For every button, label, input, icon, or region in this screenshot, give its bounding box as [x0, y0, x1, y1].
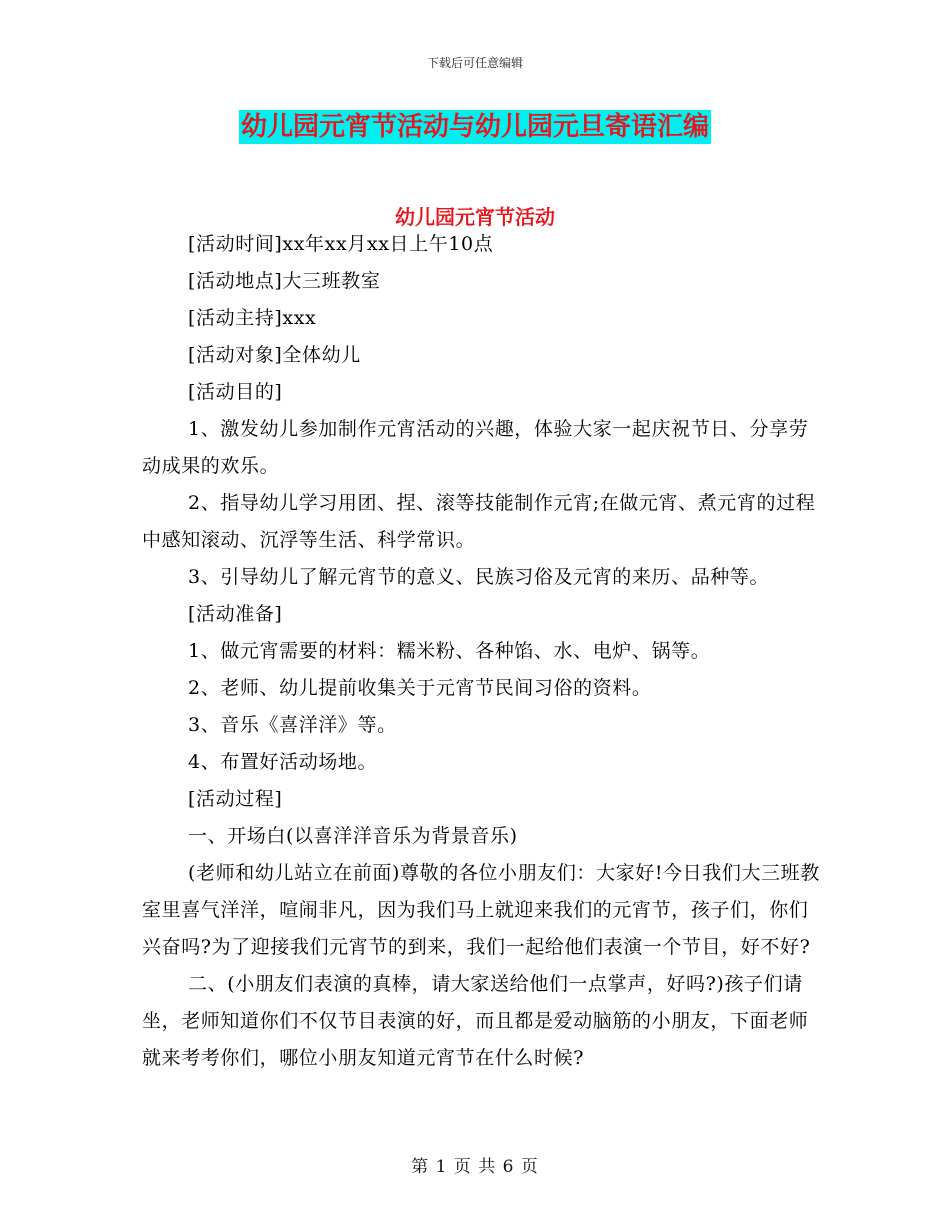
- section-title: 幼儿园元宵节活动: [395, 205, 555, 229]
- paragraph-goal-1: 1、激发幼儿参加制作元宵活动的兴趣，体验大家一起庆祝节日、分享劳动成果的欢乐。: [142, 418, 809, 477]
- document-title: [0, 110, 950, 144]
- document-body: [142, 226, 822, 1077]
- paragraph-process-greeting: (老师和幼儿站立在前面)尊敬的各位小朋友们：大家好!今日我们大三班教室里喜气洋洋，喧闹非凡，因为我们马上就迎来我们的元宵节，孩子们，你们兴奋吗?为了迎接我们元宵节的到来，我们一起给他们表演一个节目，好不好?: [142, 862, 820, 958]
- page-footer: 第 1 页 共 6 页: [411, 1157, 539, 1177]
- paragraph-activity-time: [活动时间]xx年xx月xx日上午10点: [188, 233, 494, 255]
- page-header-note: 下载后可任意编辑: [426, 56, 523, 70]
- paragraph-activity-goals-heading: [活动目的]: [188, 381, 283, 403]
- paragraph-activity-location: [活动地点]大三班教室: [188, 270, 381, 292]
- document-title-text: 幼儿园元宵节活动与幼儿园元旦寄语汇编: [240, 112, 709, 142]
- paragraph-process-opening: 一、开场白(以喜洋洋音乐为背景音乐): [188, 825, 518, 847]
- paragraph-process-heading: [活动过程]: [188, 788, 283, 810]
- paragraph-goal-2: 2、指导幼儿学习用团、捏、滚等技能制作元宵;在做元宵、煮元宵的过程中感知滚动、沉浮等生活、科学常识。: [142, 492, 816, 551]
- paragraph-preparation-2: 2、老师、幼儿提前收集关于元宵节民间习俗的资料。: [188, 677, 652, 699]
- paragraph-process-step-2: 二、(小朋友们表演的真棒，请大家送给他们一点掌声，好吗?)孩子们请坐，老师知道你们不仅节目表演的好，而且都是爱动脑筋的小朋友，下面老师就来考考你们，哪位小朋友知道元宵节在什么时候?: [142, 973, 809, 1069]
- paragraph-goal-3: 3、引导幼儿了解元宵节的意义、民族习俗及元宵的来历、品种等。: [188, 566, 770, 588]
- paragraph-activity-audience: [活动对象]全体幼儿: [188, 344, 361, 366]
- paragraph-activity-host: [活动主持]xxx: [188, 307, 317, 329]
- paragraph-preparation-heading: [活动准备]: [188, 603, 283, 625]
- paragraph-preparation-3: 3、音乐《喜洋洋》等。: [188, 714, 397, 736]
- paragraph-preparation-4: 4、布置好活动场地。: [188, 751, 378, 773]
- paragraph-preparation-1: 1、做元宵需要的材料：糯米粉、各种馅、水、电炉、锅等。: [188, 640, 711, 662]
